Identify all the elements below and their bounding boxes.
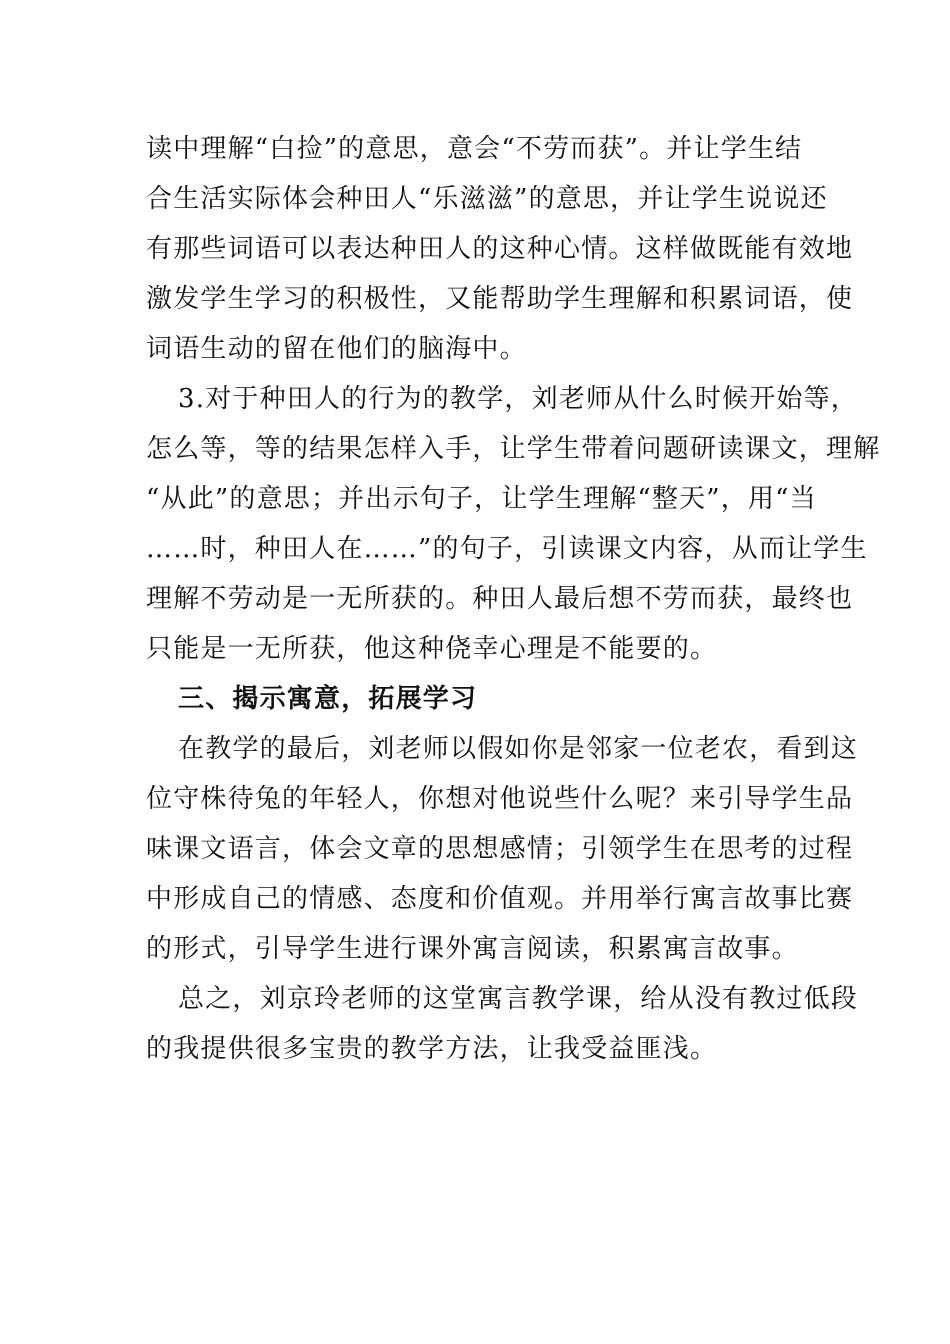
paragraph-1-line-4: 激发学生学习的积极性，又能帮助学生理解和积累词语，使 [146, 284, 854, 314]
paragraph-4-line-1: 总之，刘京玲老师的这堂寓言教学课，给从没有教过低段 [178, 984, 859, 1014]
paragraph-4-line-2: 的我提供很多宝贵的教学方法，让我受益匪浅。 [146, 1034, 718, 1064]
paragraph-1-line-5: 词语生动的留在他们的脑海中。 [146, 334, 527, 364]
paragraph-1-line-2: 合生活实际体会种田人“乐滋滋”的意思，并让学生说说还 [146, 184, 828, 214]
paragraph-2-line-5: 理解不劳动是一无所获的。种田人最后想不劳而获，最终也 [146, 584, 854, 614]
paragraph-3-line-5: 的形式，引导学生进行课外寓言阅读，积累寓言故事。 [146, 934, 799, 964]
paragraph-2-line-1: 3.对于种田人的行为的教学，刘老师从什么时候开始等， [178, 384, 859, 414]
paragraph-2-line-2: 怎么等，等的结果怎样入手，让学生带着问题研读课文，理解 [146, 434, 881, 464]
paragraph-3-line-2: 位守株待兔的年轻人，你想对他说些什么呢？来引导学生品 [146, 784, 854, 814]
paragraph-3-line-1: 在教学的最后，刘老师以假如你是邻家一位老农，看到这 [178, 734, 859, 764]
paragraph-3-line-4: 中形成自己的情感、态度和价值观。并用举行寓言故事比赛 [146, 884, 854, 914]
paragraph-2-line-4: ……时，种田人在……”的句子，引读课文内容，从而让学生 [146, 534, 868, 564]
paragraph-3-line-3: 味课文语言，体会文章的思想感情；引领学生在思考的过程 [146, 834, 854, 864]
paragraph-2-line-3: “从此”的意思；并出示句子，让学生理解“整天”，用“当 [146, 484, 817, 514]
section-heading: 三、揭示寓意，拓展学习 [178, 684, 478, 714]
paragraph-1-line-3: 有那些词语可以表达种田人的这种心情。这样做既能有效地 [146, 234, 854, 264]
paragraph-2-line-6: 只能是一无所获，他这种侥幸心理是不能要的。 [146, 634, 718, 664]
paragraph-1-line-1: 读中理解“白捡”的意思，意会“不劳而获”。并让学生结 [146, 134, 803, 164]
